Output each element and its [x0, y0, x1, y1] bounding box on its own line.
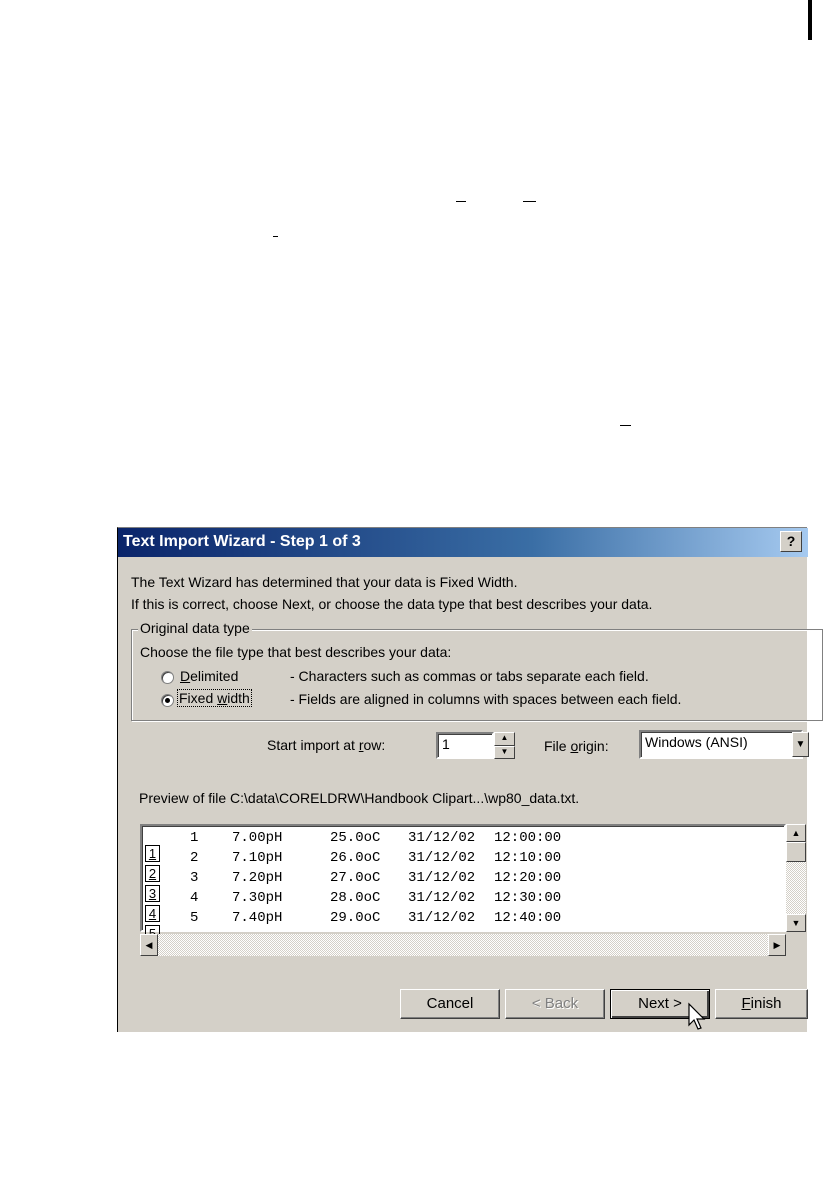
- cell-ph: 7.40pH: [232, 910, 283, 926]
- cancel-button[interactable]: Cancel: [400, 989, 500, 1019]
- file-type-prompt: Choose the file type that best describes your data:: [140, 644, 452, 660]
- cell-date: 31/12/02: [408, 830, 476, 846]
- intro-line-2: If this is correct, choose Next, or choose the data type that best describes your data.: [131, 596, 653, 612]
- preview-row: [142, 909, 562, 929]
- row-number: 2: [145, 865, 160, 882]
- cell-temp: 27.0oC: [330, 870, 381, 886]
- cell-index: 1: [190, 830, 199, 846]
- file-origin-select[interactable]: Windows (ANSI): [639, 730, 803, 759]
- cell-time: 12:40:00: [494, 910, 562, 926]
- cell-time: 12:00:00: [494, 830, 562, 846]
- cell-temp: 28.0oC: [330, 890, 381, 906]
- vertical-scrollbar[interactable]: [786, 824, 806, 932]
- file-origin-label: File origin:: [544, 738, 609, 754]
- cell-ph: 7.10pH: [232, 850, 283, 866]
- cell-index: 2: [190, 850, 199, 866]
- cell-index: 4: [190, 890, 199, 906]
- cell-date: 31/12/02: [408, 890, 476, 906]
- delimited-label-rest: elimited: [190, 668, 239, 684]
- horizontal-scrollbar[interactable]: [140, 934, 786, 956]
- scroll-up-icon[interactable]: ▲: [786, 824, 806, 842]
- row-number: 3: [145, 885, 160, 902]
- title-bar[interactable]: [118, 528, 808, 557]
- start-row-input[interactable]: 1: [436, 732, 494, 759]
- spin-down-icon[interactable]: ▼: [494, 746, 515, 760]
- mouse-pointer-icon: [688, 1003, 706, 1031]
- cell-time: 12:10:00: [494, 850, 562, 866]
- scroll-down-icon[interactable]: ▼: [786, 914, 806, 932]
- dialog-title: Text Import Wizard - Step 1 of 3: [123, 533, 361, 550]
- cell-time: 12:30:00: [494, 890, 562, 906]
- cell-temp: 26.0oC: [330, 850, 381, 866]
- help-button[interactable]: ?: [780, 531, 802, 552]
- preview-caption: Preview of file C:\data\CORELDRW\Handbook Clipart...\wp80_data.txt.: [139, 790, 580, 806]
- start-row-spinner: [494, 732, 515, 759]
- preview-pane[interactable]: [140, 824, 786, 932]
- page-mark: [620, 425, 631, 426]
- cell-date: 31/12/02: [408, 910, 476, 926]
- cell-index: 3: [190, 870, 199, 886]
- finish-button[interactable]: Finish: [715, 989, 808, 1019]
- cell-date: 31/12/02: [408, 850, 476, 866]
- back-button[interactable]: < Back: [505, 989, 605, 1019]
- cell-ph: 7.00pH: [232, 830, 283, 846]
- page-edge-line: [808, 0, 812, 40]
- cell-date: 31/12/02: [408, 870, 476, 886]
- cell-temp: 25.0oC: [330, 830, 381, 846]
- chevron-down-icon[interactable]: ▼: [792, 732, 809, 757]
- page-mark: [273, 236, 278, 237]
- cell-time: 12:20:00: [494, 870, 562, 886]
- scroll-left-icon[interactable]: ◀: [140, 934, 158, 956]
- cell-ph: 7.30pH: [232, 890, 283, 906]
- delimited-label[interactable]: Delimited: [180, 668, 239, 684]
- page-mark: [456, 201, 466, 202]
- row-number: 1: [145, 845, 160, 862]
- page-mark: [523, 201, 536, 202]
- fixed-width-description: - Fields are aligned in columns with spaces between each field.: [290, 691, 682, 707]
- cell-temp: 29.0oC: [330, 910, 381, 926]
- start-row-label: Start import at row:: [267, 737, 386, 753]
- delimited-radio[interactable]: [161, 671, 174, 684]
- intro-line-1: The Text Wizard has determined that your data is Fixed Width.: [131, 574, 518, 590]
- scroll-right-icon[interactable]: ▶: [768, 934, 786, 956]
- next-button[interactable]: Next >: [610, 989, 710, 1019]
- delimited-description: - Characters such as commas or tabs separate each field.: [290, 668, 649, 684]
- cell-ph: 7.20pH: [232, 870, 283, 886]
- text-import-wizard-dialog: [117, 527, 807, 1032]
- group-legend: Original data type: [140, 620, 250, 636]
- cell-index: 5: [190, 910, 199, 926]
- fixed-width-label[interactable]: Fixed width: [179, 690, 250, 706]
- scroll-thumb[interactable]: [786, 842, 806, 862]
- row-number: 4: [145, 905, 160, 922]
- fixed-width-radio[interactable]: [161, 694, 174, 707]
- spin-up-icon[interactable]: ▲: [494, 732, 515, 746]
